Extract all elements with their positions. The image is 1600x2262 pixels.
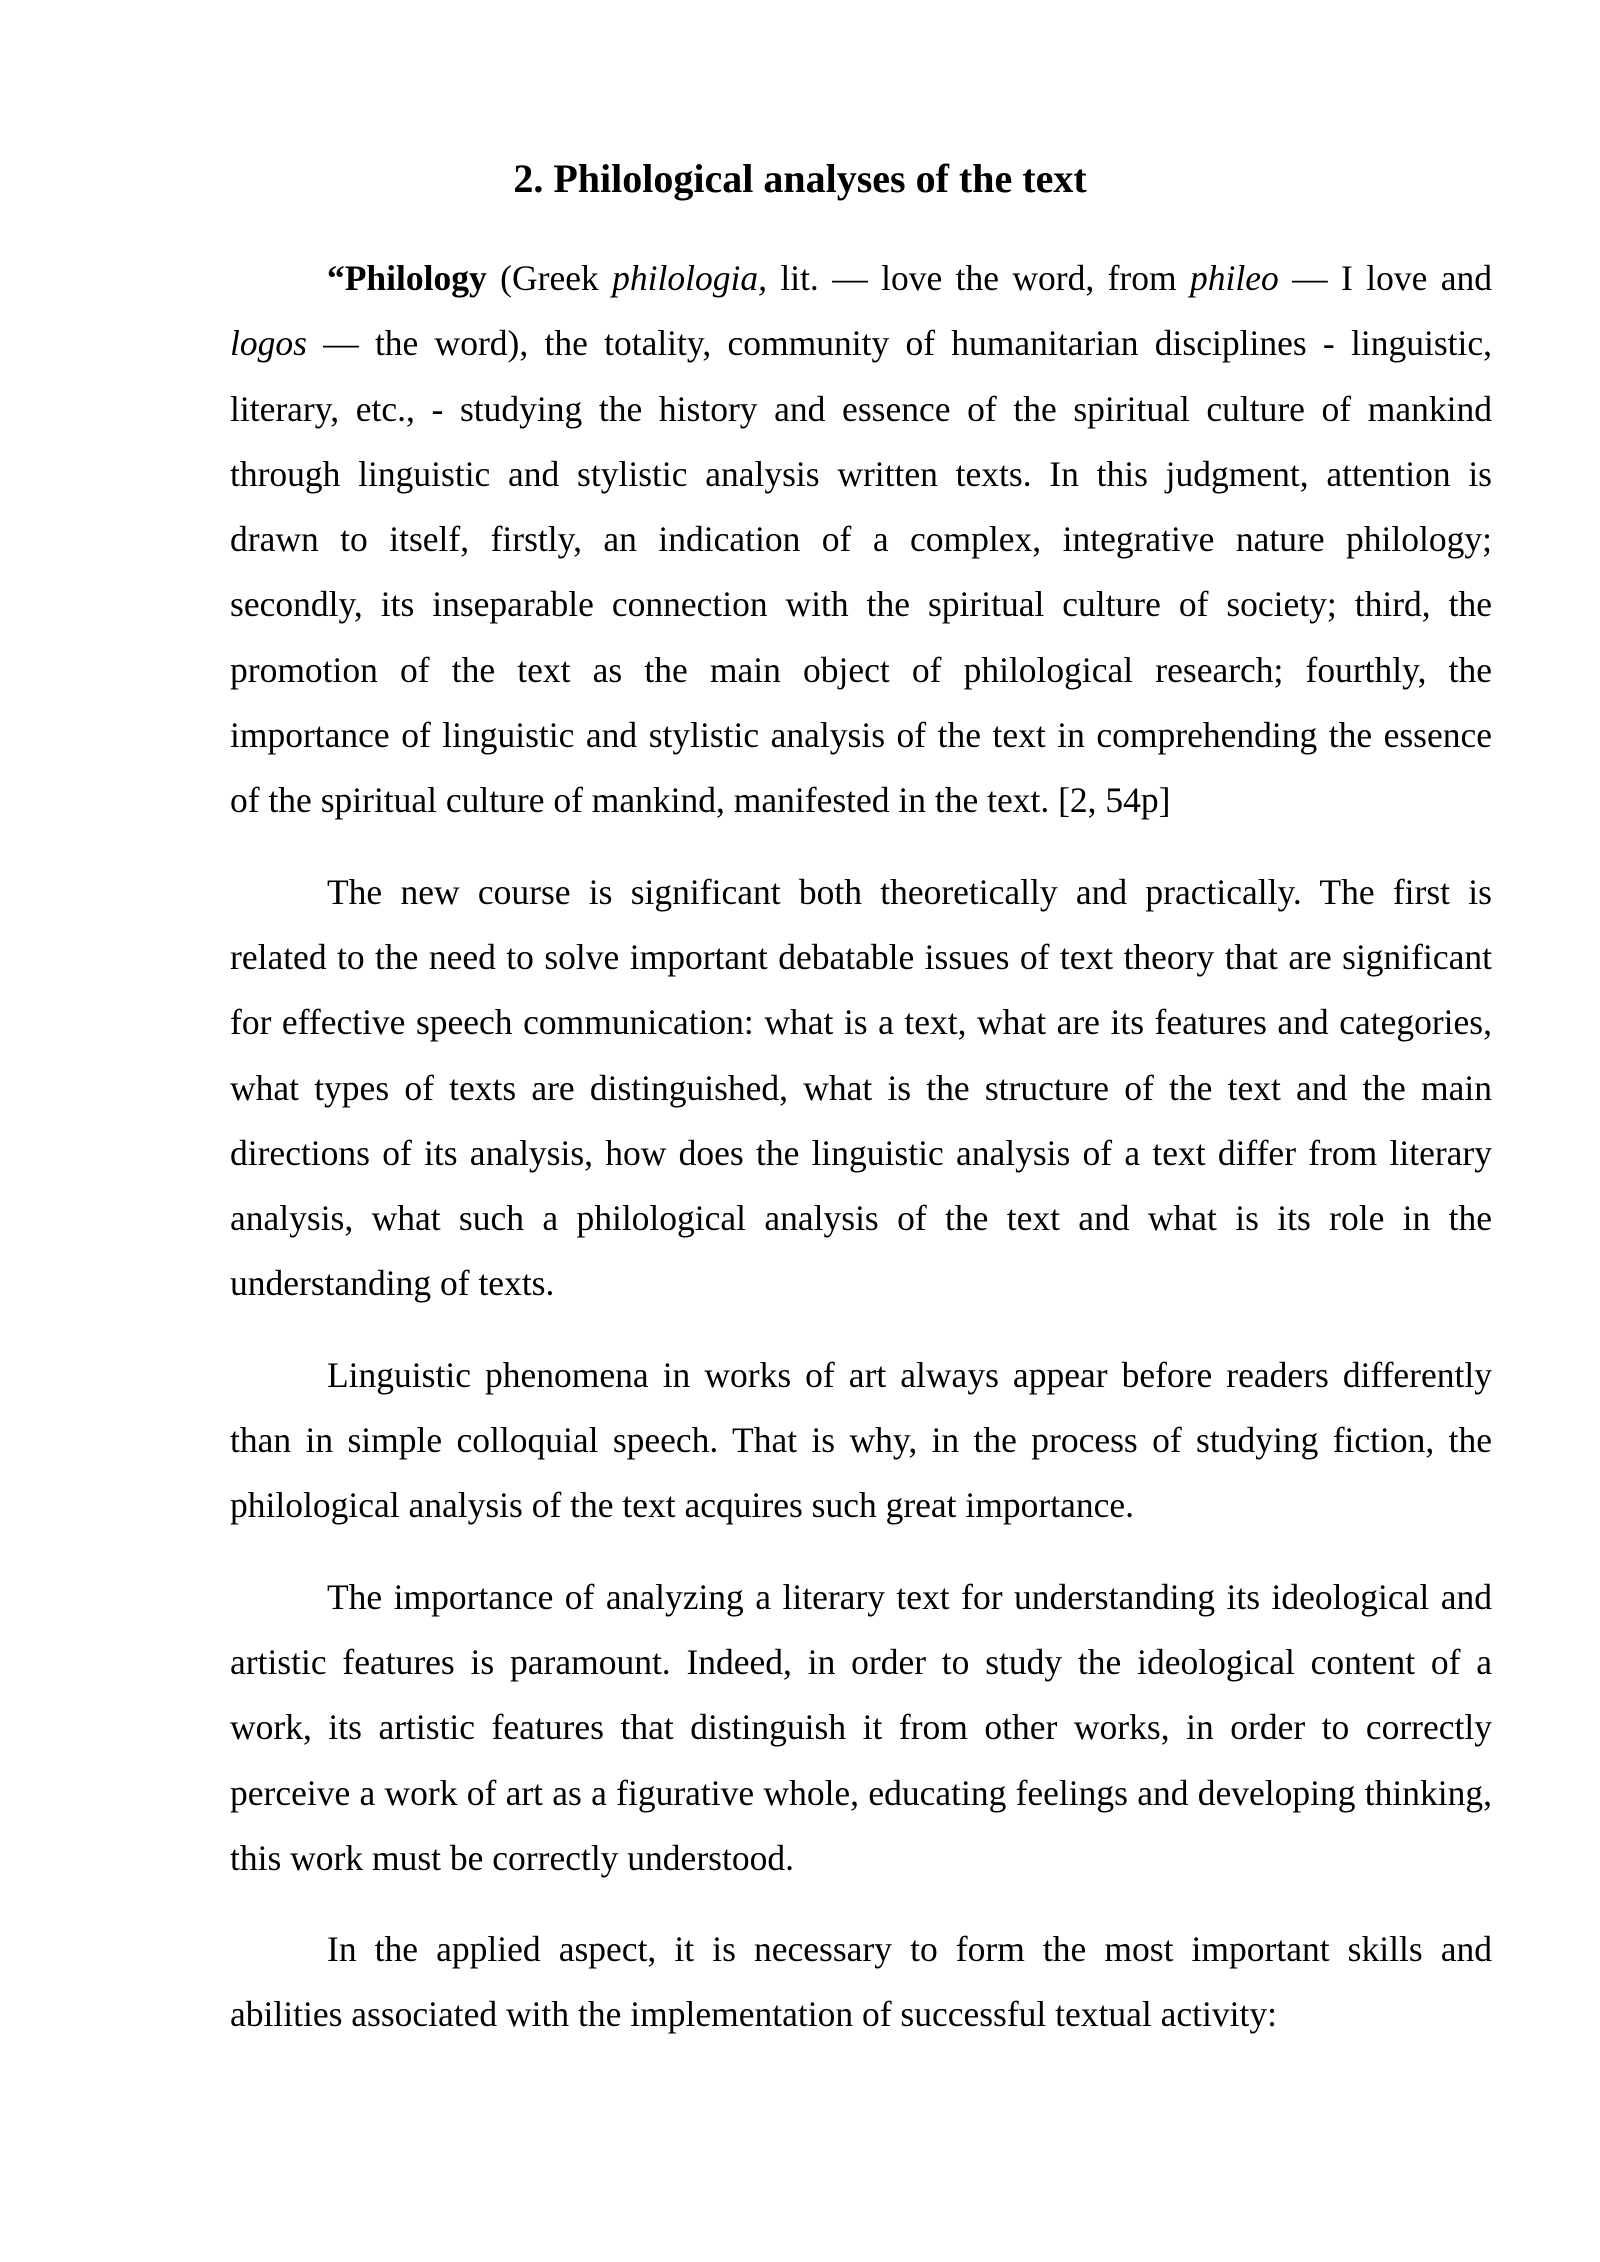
paragraph-importance-of-analysis: The importance of analyzing a literary text for understanding its ideological and artistic features is paramount. Indeed, in order to study the ideological content of a work, its artistic features that distinguish it from other works, in order to correctly perceive a work of art as a figurative whole, educating feelings and developing thinking, this work must be correctly understood. xyxy=(230,1576,1492,1878)
term-logos: logos xyxy=(230,323,307,364)
opening-quote: “ xyxy=(327,258,345,298)
text-segment: (Greek xyxy=(486,258,613,298)
paragraph-philology-definition xyxy=(230,246,1492,834)
paragraph-applied-aspect: In the applied aspect, it is necessary to form the most important skills and abilities associated with the implementation of successful textual activity: xyxy=(230,1929,1492,2035)
body-text xyxy=(230,246,1492,2074)
paragraph-new-course: The new course is significant both theoretically and practically. The first is related to the need to solve important debatable issues of text theory that are significant for effective speech communication: what is a text, what are its features and categories, what types of texts are distinguished, what is the structure of the text and the main directions of its analysis, how does the linguistic analysis of a text differ from literary analysis, what such a philological analysis of the text and what is its role in the understanding of texts. xyxy=(230,871,1492,1304)
text-segment: — I love and xyxy=(1278,258,1493,298)
text-segment: — the word), the totality, community of humanitarian disciplines - linguistic, literary, etc., - studying the history and essence of the spiritual culture of mankind through linguistic and stylistic analysis written texts. In this judgment, attention is drawn to itself, firstly, an indication of a complex, integrative nature philology; secondly, its inseparable connection with the spiritual culture of society; third, the promotion of the text as the main object of philological research; fourthly, the importance of linguistic and stylistic analysis of the text in comprehending the essence of the spiritual culture of mankind, manifested in the text. [2, 54p] xyxy=(230,323,1492,821)
term-philologia: philologia, xyxy=(612,258,767,298)
text-segment: lit. — love the word, from xyxy=(766,258,1190,298)
paragraph-linguistic-phenomena: Linguistic phenomena in works of art always appear before readers differently than in simple colloquial speech. That is why, in the process of studying fiction, the philological analysis of the text acquires such great importance. xyxy=(230,1354,1492,1526)
term-phileo: phileo xyxy=(1190,258,1279,298)
section-heading: 2. Philological analyses of the text xyxy=(513,156,1087,201)
term-philology: Philology xyxy=(344,258,487,298)
